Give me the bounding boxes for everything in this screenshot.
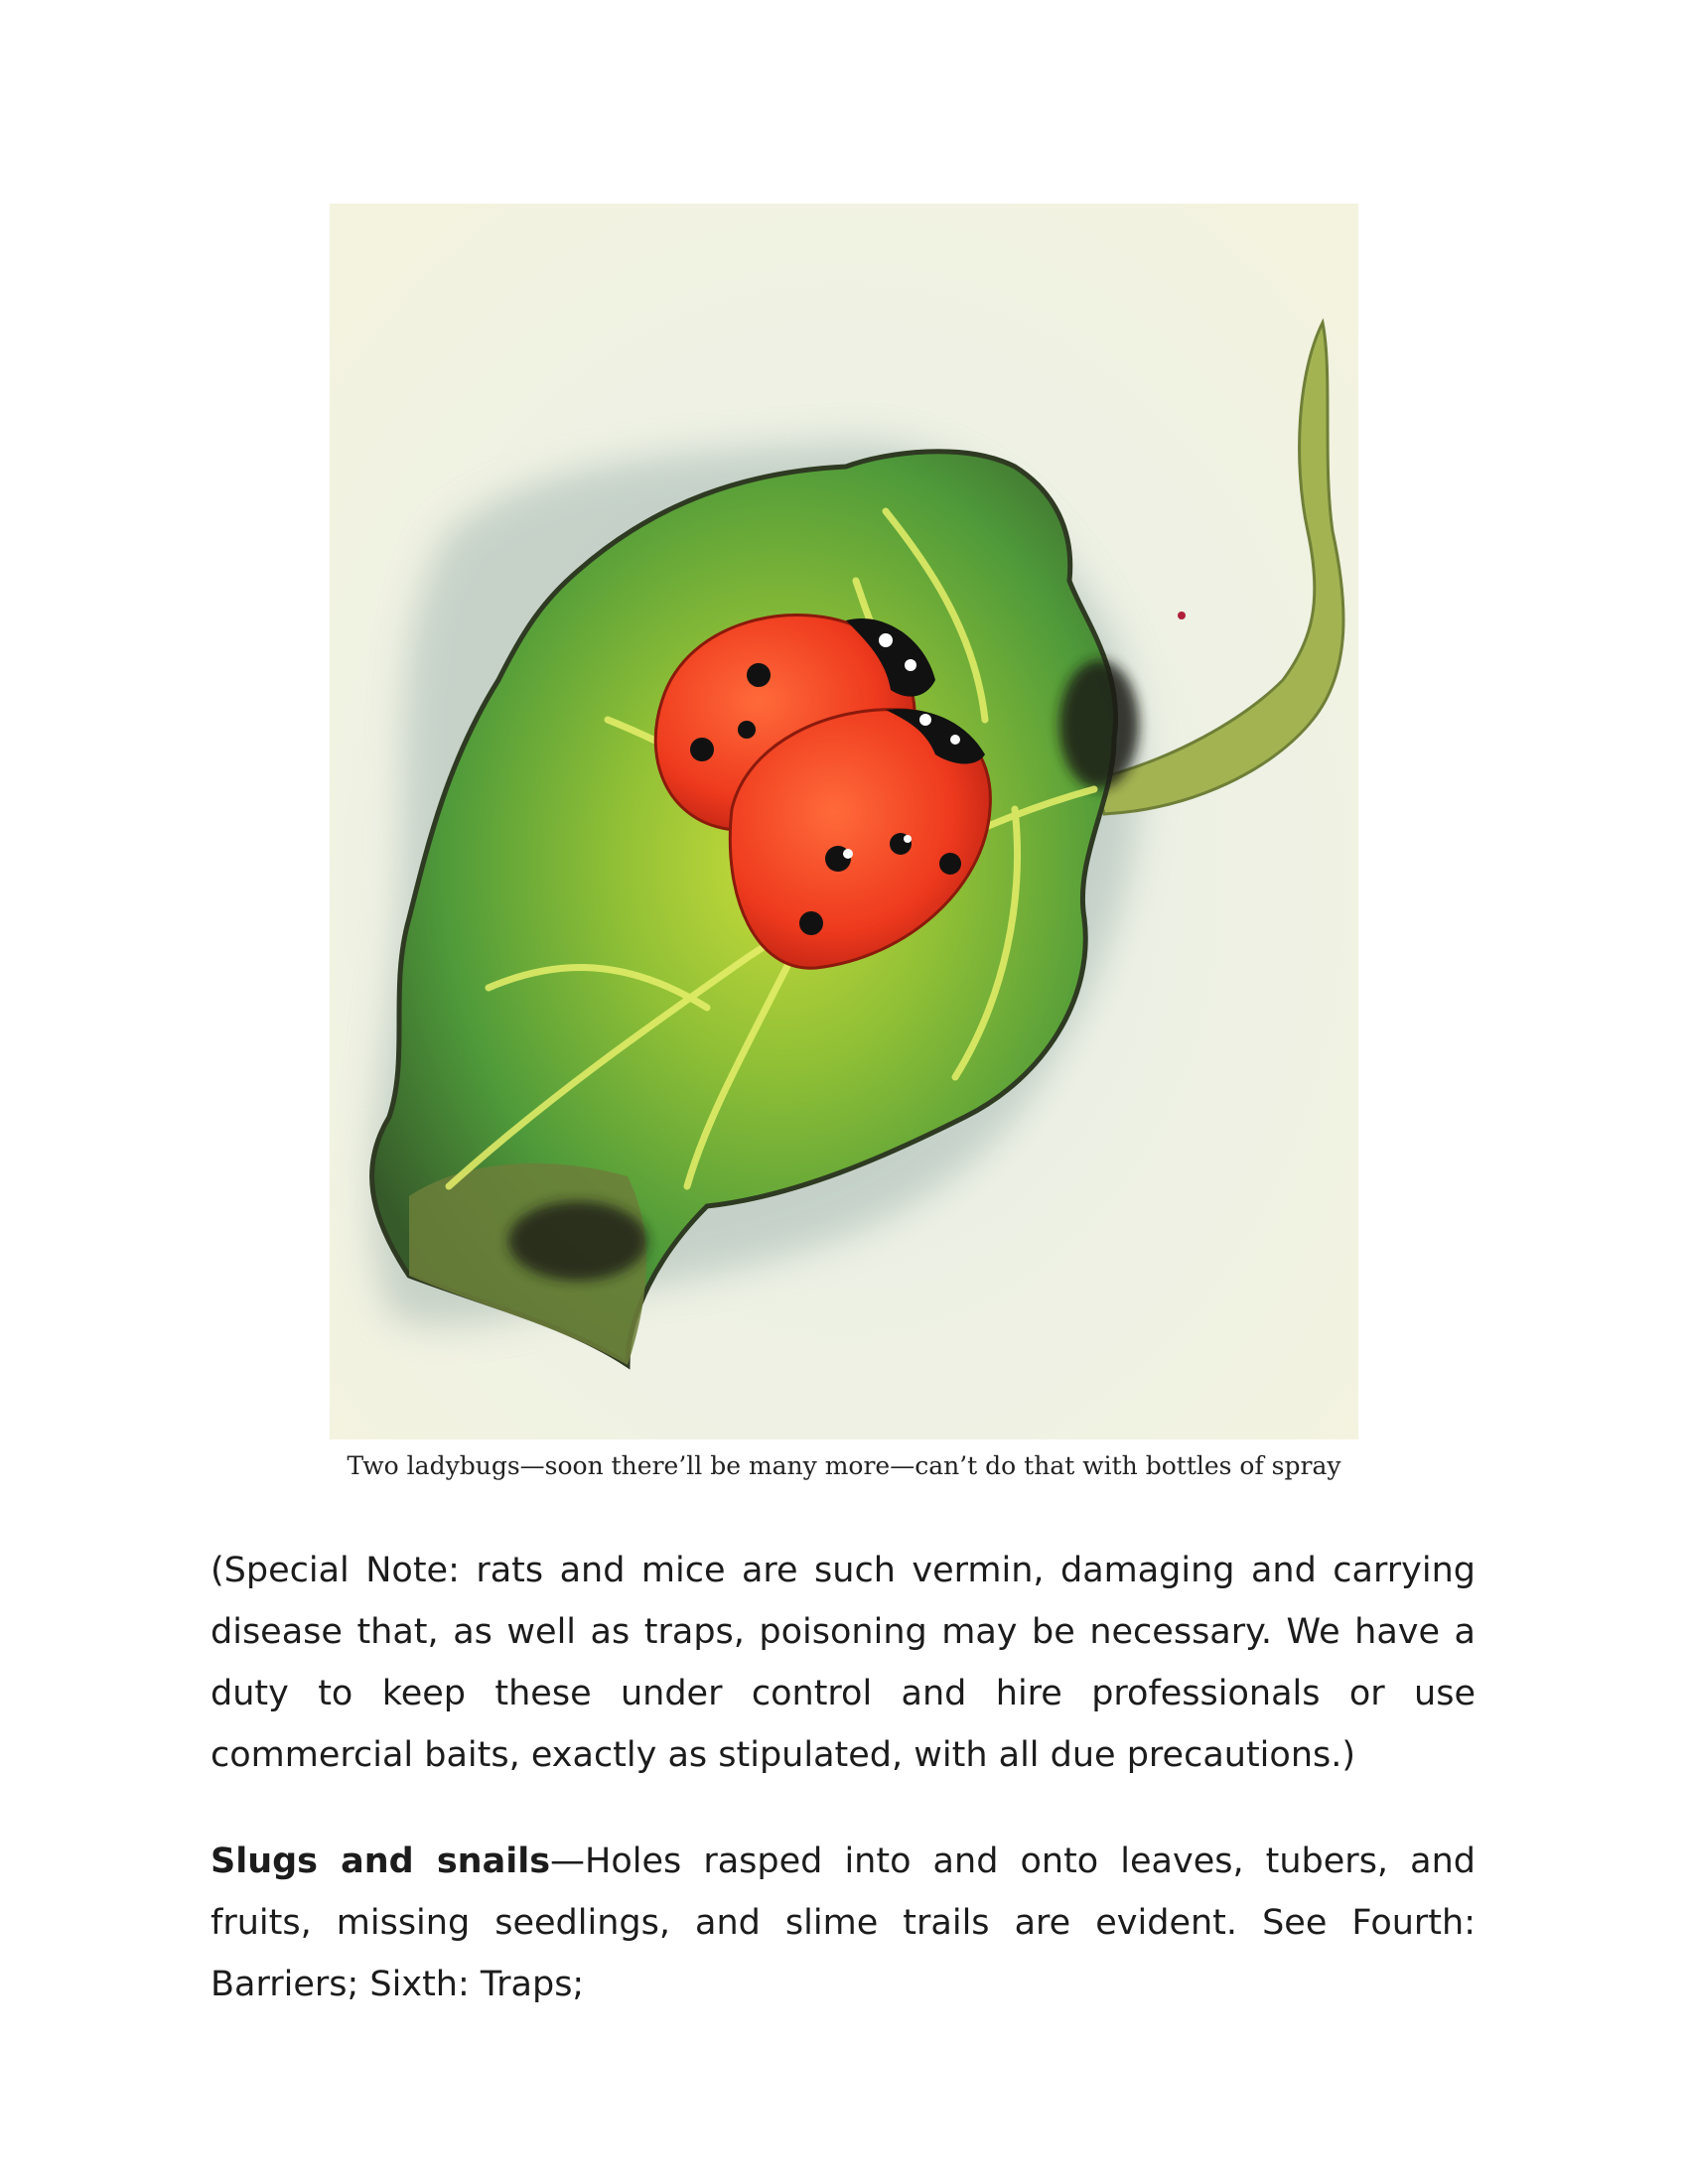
slugs-description: —Holes rasped into and onto leaves, tubers, and fruits, missing seedlings, and slime trails are evident. See Fourth: Barriers; Sixth: Traps; [211,1842,1476,2004]
ladybug-illustration [330,204,1358,1439]
special-note-paragraph: (Special Note: rats and mice are such vermin, damaging and carrying disease that, as well as traps, poisoning may be necessary. We have a duty to keep these under control and hire professionals or use commercial baits, exactly as stipulated, with all due precautions.) [211,1551,1476,1775]
slugs-term: Slugs and snails [211,1842,551,1881]
slugs-paragraph [211,1831,1476,2015]
figure-caption: Two ladybugs—soon there’ll be many more—can’t do that with bottles of spray [347,1451,1341,1480]
